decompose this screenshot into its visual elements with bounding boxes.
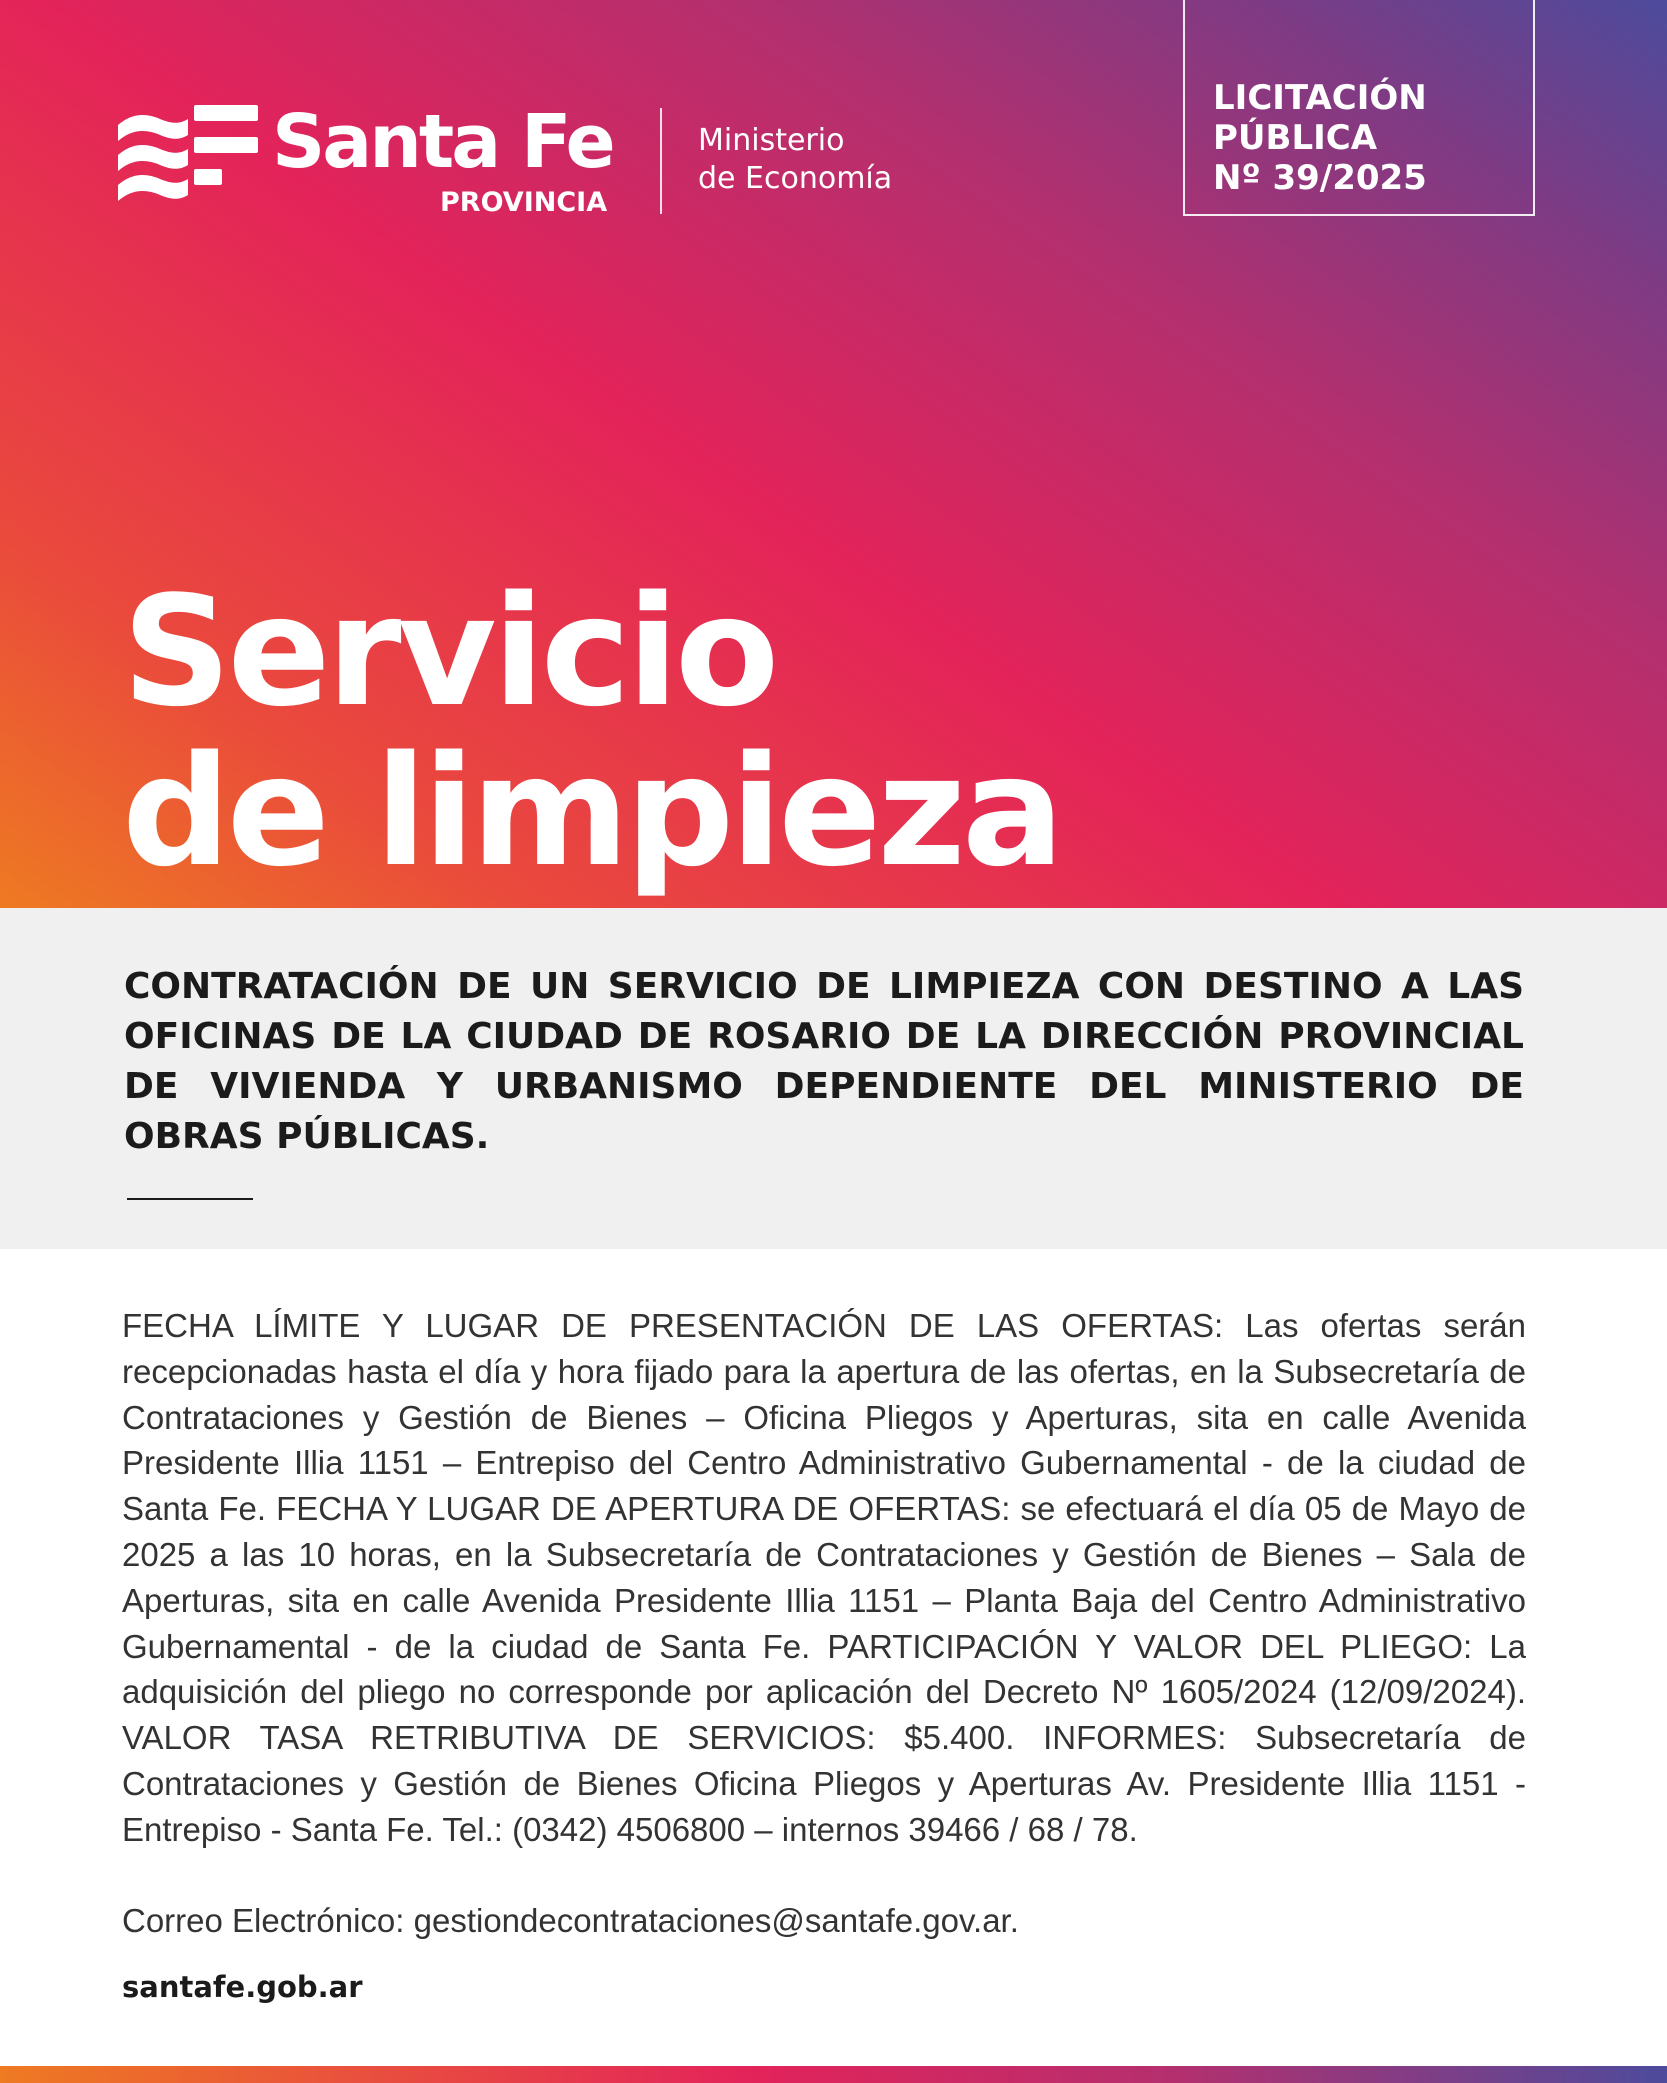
bottom-gradient-bar (0, 2066, 1667, 2083)
title-line-2: de limpieza (122, 723, 1061, 900)
tender-line-1: LICITACIÓN (1213, 78, 1427, 118)
contact-email-text: Correo Electrónico: gestiondecontrataciones@santafe.gov.ar. (122, 1902, 1019, 1939)
tender-line-3: Nº 39/2025 (1213, 158, 1427, 198)
page-title (122, 563, 1061, 900)
tender-line-2: PÚBLICA (1213, 118, 1378, 158)
ministry-name (698, 122, 892, 198)
brand-subtitle: PROVINCIA (440, 187, 608, 218)
brand-name: Santa Fe (272, 99, 613, 185)
tender-details-text: FECHA LÍMITE Y LUGAR DE PRESENTACIÓN DE LAS OFERTAS: Las ofertas serán recepcionadas hasta el día y hora fijado para la apertura de las ofertas, en la Subsecretaría de Contrataciones y Gestión de Bienes – Oficina Pliegos y Aperturas, sita en calle Avenida Presidente Illia 1151 – Entrepiso del Centro Administrativo Gubernamental - de la ciudad de Santa Fe. FECHA Y LUGAR DE APERTURA DE OFERTAS: se efectuará el día 05 de Mayo de 2025 a las 10 horas, en la Subsecretaría de Contrataciones y Gestión de Bienes – Sala de Aperturas, sita en calle Avenida Presidente Illia 1151 – Planta Baja del Centro Administrativo Gubernamental - de la ciudad de Santa Fe. PARTICIPACIÓN Y VALOR DEL PLIEGO: La adquisición del pliego no corresponde por aplicación del Decreto Nº 1605/2024 (12/09/2024). VALOR TASA RETRIBUTIVA DE SERVICIOS: $5.400. INFORMES: Subsecretaría de Contrataciones y Gestión de Bienes Oficina Pliegos y Aperturas Av. Presidente Illia 1151 - Entrepiso - Santa Fe. Tel.: (0342) 4506800 – internos 39466 / 68 / 78. (122, 1307, 1526, 1848)
santa-fe-flag-logo-icon (118, 105, 258, 217)
website-link[interactable]: santafe.gob.ar (122, 1970, 363, 2004)
summary-divider (127, 1198, 253, 1200)
tender-label (1213, 78, 1427, 198)
santa-fe-logo (118, 99, 618, 225)
hero-banner (0, 0, 1667, 908)
logo-divider (660, 108, 662, 214)
ministry-line-1: Ministerio (698, 123, 845, 158)
ministry-line-2: de Economía (698, 161, 893, 196)
summary-section (0, 908, 1667, 1249)
tender-number-box (1183, 0, 1535, 216)
summary-text: CONTRATACIÓN DE UN SERVICIO DE LIMPIEZA CON DESTINO A LAS OFICINAS DE LA CIUDAD DE ROSARIO DE LA DIRECCIÓN PROVINCIAL DE VIVIENDA Y URBANISMO DEPENDIENTE DEL MINISTERIO DE OBRAS PÚBLICAS. (124, 966, 1524, 1157)
title-line-1: Servicio (122, 563, 776, 740)
